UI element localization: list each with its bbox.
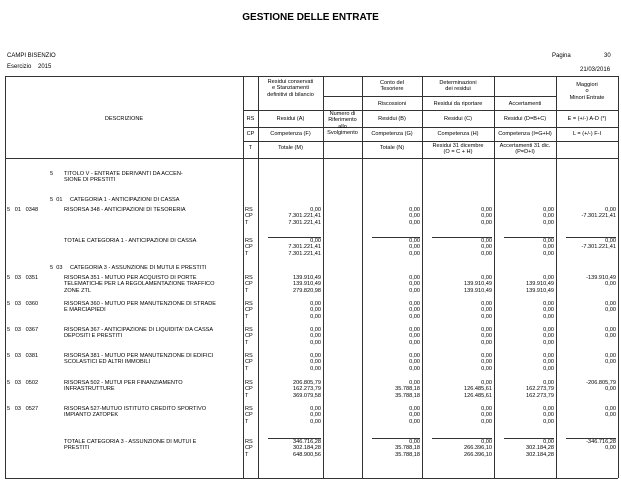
value-d: 0,00 [543,213,554,220]
value-c: 0,00 [481,418,492,425]
header-totale-m: Totale (M) [278,145,303,151]
section-title: SIONE DI PRESTITI [64,177,116,184]
value-b: 0,00 [409,219,420,226]
header-residui-b: Residui (B) [378,116,406,122]
total-rule [268,237,321,238]
grid-line [243,110,323,111]
value-b: 0,00 [409,207,420,213]
grid-line [323,110,618,111]
value-d: 162.273,79 [526,386,554,393]
row-code: 5 01 0348 [7,207,39,213]
grid-line [5,158,618,159]
value-b: 0,00 [409,359,420,366]
grid-line [323,127,618,128]
header-e-formula: E = (+/-) A-D (*) [567,116,607,122]
header-descrizione: DESCRIZIONE [104,116,144,122]
row-type: CP [245,412,253,419]
header-totale-n: Totale (N) [379,145,405,151]
value-e: 0,00 [605,301,616,307]
value-e: 0,00 [605,327,616,333]
value-b: 0,00 [409,238,420,244]
value-e: 0,00 [605,406,616,412]
page-label: Pagina [552,53,571,59]
row-type: T [245,418,249,425]
row-type: RS [245,207,253,213]
value-b: 0,00 [409,281,420,288]
value-d: 0,00 [543,238,554,244]
total-rule [372,237,420,238]
header-rs: RS [246,116,255,122]
section-code: 5 03 [50,265,63,271]
value-d: 0,00 [543,333,554,340]
row-description: TELEMATICHE PER LA REGOLAMENTAZIONE TRAFFICO [64,281,215,288]
value-e: 0,00 [605,412,616,419]
header-competenza-g: Competenza (G) [371,131,413,137]
value-a: 139.910,49 [293,281,321,288]
value-d: 0,00 [543,250,554,257]
header-accertamenti-31: Accertamenti 31 dic. (P=D+I) [499,143,551,156]
value-e: -7.301.221,41 [581,244,616,251]
total-rule [504,438,554,439]
value-a: 139.910,49 [293,275,321,281]
report-date: 21/03/2016 [580,67,611,73]
value-b: 0,00 [409,353,420,359]
total-rule [566,438,616,439]
value-a: 0,00 [310,359,321,366]
row-type: CP [245,307,253,314]
value-a: 7.301.221,41 [288,244,321,251]
value-a: 0,00 [310,327,321,333]
row-type: RS [245,439,253,445]
row-code: 5 03 0502 [7,380,39,386]
value-b: 35.788,18 [395,386,420,393]
grid-line [5,76,6,478]
value-b: 35.788,18 [395,451,420,458]
grid-line [243,127,323,128]
row-description: DEPOSITI E PRESTITI [64,333,123,340]
section-code: 5 [50,171,54,177]
row-description: ZONE ZTL [64,287,92,294]
header-riscossioni: Riscossioni [377,101,407,107]
esercizio-year: 2015 [38,64,52,70]
header-residui-c: Residui (C) [444,116,472,122]
value-a: 0,00 [310,406,321,412]
value-b: 0,00 [409,313,420,320]
value-e: -139.910,49 [586,275,616,281]
value-d: 0,00 [543,339,554,346]
value-b: 0,00 [409,287,420,294]
value-c: 0,00 [481,365,492,372]
header-residui-d: Residui (D=B+C) [503,116,547,122]
total-rule [566,237,616,238]
section-title: TITOLO V - ENTRATE DERIVANTI DA ACCEN- [64,171,183,177]
value-c: 0,00 [481,213,492,220]
header-competenza-i: Competenza (I=G+H) [498,131,552,137]
value-e: 0,00 [605,333,616,340]
value-d: 139.910,49 [526,287,554,294]
row-type: RS [245,406,253,412]
row-type: RS [245,380,253,386]
value-a: 279.820,98 [293,287,321,294]
value-c: 139.910,49 [464,287,492,294]
header-residui-a: Residui (A) [276,116,305,122]
value-c: 0,00 [481,244,492,251]
value-d: 0,00 [543,307,554,314]
row-type: T [245,313,249,320]
row-description: RISORSA 351 - MUTUO PER ACQUISTO DI PORTE [64,275,197,281]
value-d: 0,00 [543,412,554,419]
value-a: 206.805,79 [293,380,321,386]
value-d: 162.273,79 [526,392,554,399]
value-c: 0,00 [481,339,492,346]
value-a: 0,00 [310,207,321,213]
value-d: 0,00 [543,219,554,226]
value-b: 0,00 [409,333,420,340]
value-d: 0,00 [543,244,554,251]
value-d: 0,00 [543,439,554,445]
value-c: 0,00 [481,380,492,386]
value-e: -206.805,79 [586,380,616,386]
value-e: 0,00 [605,207,616,213]
value-a: 0,00 [310,333,321,340]
header-residui-31: Residui 31 dicembre (O = C + H) [432,143,484,156]
row-description: RISORSA 502 - MUTUI PER FINANZIAMENTO [64,380,183,386]
row-type: CP [245,333,253,340]
value-d: 0,00 [543,207,554,213]
value-b: 0,00 [409,307,420,314]
value-e: 0,00 [605,445,616,452]
total-label: TOTALE CATEGORIA 1 - ANTICIPAZIONI DI CASSA [64,238,197,244]
row-code: 5 03 0351 [7,275,39,281]
value-c: 0,00 [481,219,492,226]
header-accertamenti: Accertamenti [508,101,542,107]
value-a: 0,00 [310,412,321,419]
value-a: 346.716,28 [293,439,321,445]
esercizio-label: Esercizio [7,64,32,70]
value-e: 0,00 [605,238,616,244]
row-type: CP [245,281,253,288]
total-rule [432,237,492,238]
value-c: 139.910,49 [464,281,492,288]
value-e: -346.716,28 [586,439,616,445]
value-c: 0,00 [481,275,492,281]
row-type: CP [245,386,253,393]
page-number: 30 [604,53,611,59]
value-a: 0,00 [310,339,321,346]
row-description: RISORSA 527-MUTUO ISTITUTO CREDITO SPORTIVO [64,406,207,412]
header-cp: CP [246,131,255,137]
row-type: CP [245,445,253,452]
value-c: 126.485,61 [464,386,492,393]
value-b: 0,00 [409,418,420,425]
row-code: 5 03 0381 [7,353,39,359]
row-description: INFRASTRUTTURE [64,386,115,393]
row-type: CP [245,244,253,251]
row-description: IMPIANTO ZATOPEK [64,412,119,419]
row-description: RISORSA 348 - ANTICIPAZIONI DI TESORERIA [64,207,186,213]
value-b: 0,00 [409,406,420,412]
value-b: 35.788,18 [395,445,420,452]
header-competenza-f: Competenza (F) [270,131,311,137]
section-code: 5 01 [50,197,63,203]
value-a: 0,00 [310,353,321,359]
value-b: 0,00 [409,250,420,257]
grid-line [618,76,619,478]
header-l-formula: L = (+/-) F-I [572,131,602,137]
grid-line [5,478,618,479]
value-b: 0,00 [409,365,420,372]
value-b: 0,00 [409,339,420,346]
row-type: T [245,392,249,399]
value-a: 162.273,79 [293,386,321,393]
value-c: 0,00 [481,406,492,412]
grid-line [243,141,323,142]
value-d: 0,00 [543,359,554,366]
value-a: 0,00 [310,365,321,372]
value-d: 0,00 [543,380,554,386]
row-type: RS [245,275,253,281]
value-a: 302.184,28 [293,445,321,452]
value-e: 0,00 [605,353,616,359]
row-type: RS [245,301,253,307]
total-label: TOTALE CATEGORIA 3 - ASSUNZIONE DI MUTUI E [64,439,197,445]
value-a: 648.900,56 [293,451,321,458]
value-c: 266.396,10 [464,451,492,458]
total-rule [268,438,321,439]
row-type: CP [245,359,253,366]
value-c: 0,00 [481,333,492,340]
value-d: 0,00 [543,275,554,281]
value-a: 0,00 [310,313,321,320]
value-b: 0,00 [409,380,420,386]
total-rule [372,438,420,439]
value-c: 0,00 [481,412,492,419]
row-code: 5 03 0367 [7,327,39,333]
value-d: 0,00 [543,353,554,359]
value-b: 0,00 [409,327,420,333]
value-c: 0,00 [481,307,492,314]
grid-line [5,76,618,77]
value-e: -7.301.221,41 [581,213,616,220]
row-type: RS [245,327,253,333]
value-a: 7.301.221,41 [288,219,321,226]
value-a: 0,00 [310,307,321,314]
value-b: 0,00 [409,412,420,419]
row-type: CP [245,213,253,220]
value-a: 0,00 [310,238,321,244]
header-residui-conservati: Residui conservati e Stanziamenti definitivi di bilancio [267,79,314,98]
row-type: T [245,365,249,372]
value-d: 0,00 [543,418,554,425]
header-residui-riportare: Residui da riportare [433,101,483,107]
value-c: 126.485,61 [464,392,492,399]
row-type: T [245,339,249,346]
row-code: 5 03 0527 [7,406,39,412]
value-c: 0,00 [481,238,492,244]
comune-name: CAMPI BISENZIO [7,53,56,59]
grid-line [323,96,556,97]
value-c: 0,00 [481,250,492,257]
value-c: 0,00 [481,439,492,445]
section-title: CATEGORIA 3 - ASSUNZIONE DI MUTUI E PRESTITI [70,265,207,271]
value-b: 0,00 [409,439,420,445]
value-c: 0,00 [481,301,492,307]
value-e: 0,00 [605,386,616,393]
total-rule [504,237,554,238]
row-description: RISORSA 360 - MUTUO PER MANUTENZIONE DI STRADE [64,301,216,307]
value-a: 0,00 [310,418,321,425]
value-b: 35.788,18 [395,392,420,399]
header-determinazioni: Determinazioni dei residui [439,80,477,93]
value-d: 139.910,49 [526,281,554,288]
row-description: E MARCIAPIEDI [64,307,106,314]
row-code: 5 03 0360 [7,301,39,307]
value-d: 0,00 [543,327,554,333]
header-t: T [248,145,253,151]
section-title: CATEGORIA 1 - ANTICIPAZIONI DI CASSA [70,197,180,203]
value-d: 0,00 [543,406,554,412]
value-b: 0,00 [409,213,420,220]
row-type: T [245,451,249,458]
header-conto-tesoriere: Conto del Tesoriere [380,80,404,93]
value-a: 7.301.221,41 [288,213,321,220]
value-e: 0,00 [605,359,616,366]
value-a: 369.079,58 [293,392,321,399]
value-d: 0,00 [543,365,554,372]
value-c: 0,00 [481,207,492,213]
value-a: 7.301.221,41 [288,250,321,257]
value-a: 0,00 [310,301,321,307]
row-type: RS [245,353,253,359]
row-description: RISORSA 381 - MUTUO PER MANUTENZIONE DI EDIFICI [64,353,214,359]
value-e: 0,00 [605,281,616,288]
row-description: SCOLASTICI ED ALTRI IMMOBILI [64,359,150,366]
row-description: RISORSA 367 - ANTICIPAZIONE DI LIQUIDITA' DA CASSA [64,327,214,333]
total-label: PRESTITI [64,445,90,452]
value-c: 0,00 [481,359,492,366]
value-d: 302.184,28 [526,445,554,452]
row-type: T [245,287,249,294]
value-e: 0,00 [605,307,616,314]
value-d: 302.184,28 [526,451,554,458]
header-numero-riferimento: Numero di Riferimento allo Svolgimento [327,111,358,137]
row-type: T [245,219,249,226]
value-b: 0,00 [409,244,420,251]
value-b: 0,00 [409,301,420,307]
header-competenza-h: Competenza (H) [437,131,479,137]
value-c: 0,00 [481,353,492,359]
total-rule [432,438,492,439]
page-title: GESTIONE DELLE ENTRATE [242,12,379,23]
value-c: 0,00 [481,313,492,320]
header-maggiori-minori: Maggiori o Minori Entrate [569,82,605,101]
grid-line [323,141,618,142]
value-b: 0,00 [409,275,420,281]
value-d: 0,00 [543,301,554,307]
row-type: RS [245,238,253,244]
value-c: 266.396,10 [464,445,492,452]
value-c: 0,00 [481,327,492,333]
row-type: T [245,250,249,257]
value-d: 0,00 [543,313,554,320]
